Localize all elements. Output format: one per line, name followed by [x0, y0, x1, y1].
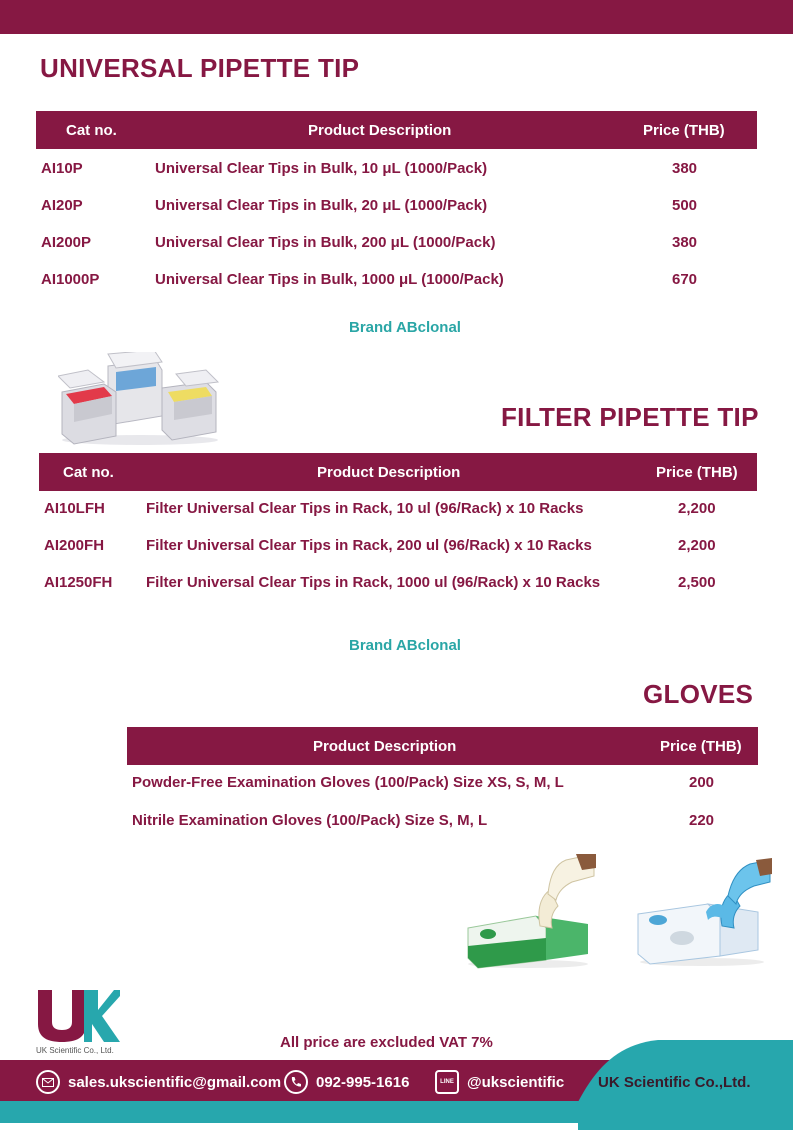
description: Universal Clear Tips in Bulk, 200 μL (1000/Pack) [155, 234, 496, 251]
footer-email[interactable] [36, 1068, 281, 1096]
line-icon [435, 1070, 459, 1094]
description: Universal Clear Tips in Bulk, 10 μL (1000/Pack) [155, 160, 488, 177]
table-row [36, 262, 757, 299]
top-header-bar [0, 0, 793, 34]
email-text[interactable]: sales.ukscientific@gmail.com [68, 1073, 282, 1091]
footer-line[interactable] [435, 1068, 564, 1096]
price: 2,200 [678, 500, 716, 517]
header-price: Price (THB) [660, 738, 742, 755]
description: Universal Clear Tips in Bulk, 20 μL (1000/Pack) [155, 197, 488, 214]
description: Filter Universal Clear Tips in Rack, 200 ul (96/Rack) x 10 Racks [146, 537, 592, 554]
filter-table-header [39, 453, 757, 491]
line-badge: LINE [440, 1079, 454, 1085]
gloves-table-header [127, 727, 758, 765]
price: 670 [672, 271, 698, 288]
table-row [39, 528, 757, 565]
nitrile-gloves-box-image [636, 856, 772, 968]
header-cat-no: Cat no. [66, 122, 117, 139]
description: Universal Clear Tips in Bulk, 1000 μL (1000/Pack) [155, 271, 504, 288]
latex-gloves-box-image [466, 854, 596, 970]
header-description: Product Description [308, 122, 452, 139]
price: 220 [689, 812, 715, 829]
header-description: Product Description [317, 464, 461, 481]
price: 500 [672, 197, 698, 214]
line-text[interactable]: @ukscientific [467, 1073, 565, 1091]
header-price: Price (THB) [643, 122, 725, 139]
price: 2,500 [678, 574, 716, 591]
table-row [127, 765, 758, 802]
cat-no: AI200P [41, 234, 92, 251]
universal-section-title: UNIVERSAL PIPETTE TIP [40, 53, 360, 83]
description: Powder-Free Examination Gloves (100/Pack) Size XS, S, M, L [132, 774, 564, 791]
logo-subtitle: UK Scientific Co., Ltd. [36, 1046, 114, 1055]
description: Nitrile Examination Gloves (100/Pack) Size S, M, L [132, 812, 488, 829]
cat-no: AI20P [41, 197, 83, 214]
description: Filter Universal Clear Tips in Rack, 10 ul (96/Rack) x 10 Racks [146, 500, 584, 517]
table-row [39, 491, 757, 528]
price: 380 [672, 234, 698, 251]
table-row [36, 225, 757, 262]
universal-table-header [36, 111, 757, 149]
vat-note: All price are excluded VAT 7% [280, 1034, 493, 1051]
footer-phone[interactable] [284, 1068, 409, 1096]
header-description: Product Description [313, 738, 457, 755]
price: 2,200 [678, 537, 716, 554]
cat-no: AI1000P [41, 271, 100, 288]
cat-no: AI10P [41, 160, 83, 177]
table-row [39, 565, 757, 602]
cat-no: AI1250FH [44, 574, 113, 591]
phone-text[interactable]: 092-995-1616 [316, 1073, 410, 1091]
header-price: Price (THB) [656, 464, 738, 481]
cat-no: AI10LFH [44, 500, 105, 517]
table-row [36, 151, 757, 188]
footer-company-name: UK Scientific Co.,Ltd. [598, 1074, 751, 1091]
description: Filter Universal Clear Tips in Rack, 1000 ul (96/Rack) x 10 Racks [146, 574, 601, 591]
uk-logo [36, 988, 120, 1049]
filter-section-title: FILTER PIPETTE TIP [501, 402, 759, 432]
price: 380 [672, 160, 698, 177]
price: 200 [689, 774, 715, 791]
table-row [127, 803, 758, 840]
brand-label: Brand ABclonal [349, 319, 461, 336]
gloves-section-title: GLOVES [643, 679, 754, 709]
phone-icon [284, 1070, 308, 1094]
email-icon [36, 1070, 60, 1094]
cat-no: AI200FH [44, 537, 105, 554]
header-cat-no: Cat no. [63, 464, 114, 481]
pipette-tip-boxes-image [58, 352, 220, 446]
brand-label: Brand ABclonal [349, 637, 461, 654]
table-row [36, 188, 757, 225]
